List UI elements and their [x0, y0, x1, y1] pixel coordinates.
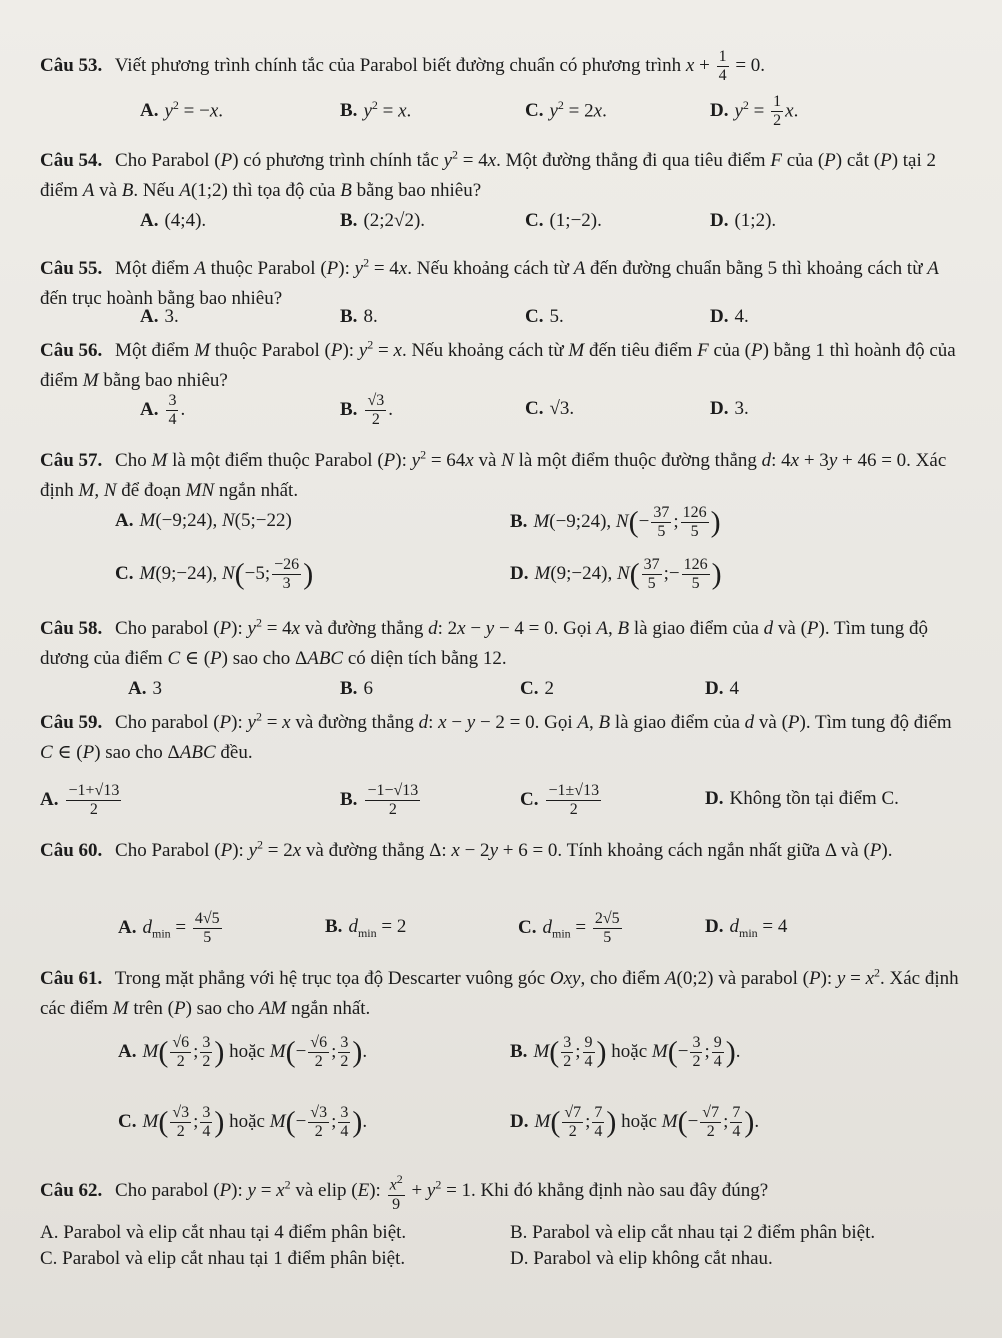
question-stem: Trong mặt phẳng với hệ trục tọa độ Descarter vuông góc Oxy, cho điểm A(0;2) và parabol (P): $y = x^2$. Xác định các điểm M trên (P) sao cho AM ngắn nhất.	[40, 966, 959, 1020]
option-c[interactable]: C. √3.	[525, 398, 575, 419]
option-b[interactable]: B. (2;2√2).	[340, 210, 426, 231]
option-c[interactable]: C. $y^2 = 2x$.	[525, 98, 607, 122]
option-d[interactable]: D. M( $\frac{√7}{2}$ ; $\frac{7}{4}$ ) hoặc M(− $\frac{√7}{2}$ ; $\frac{7}{4}$ ).	[510, 1104, 760, 1140]
option-d[interactable]: D. $y^2$ = $\frac{1}{2}$ x.	[710, 93, 799, 130]
option-b[interactable]: B. $\frac{√3}{2}$ .	[340, 392, 393, 428]
question-58	[40, 608, 960, 699]
question-number: Câu 61.	[40, 968, 103, 990]
question-55	[40, 248, 960, 327]
question-number: Câu 57.	[40, 450, 103, 472]
option-b[interactable]: B. Parabol và elip cắt nhau tại 2 điểm phân biệt.	[510, 1222, 876, 1243]
question-number: Câu 55.	[40, 258, 103, 280]
option-d[interactable]: D. (1;2).	[710, 210, 777, 231]
option-a[interactable]: A. 3.	[140, 306, 179, 327]
question-number: Câu 62.	[40, 1180, 103, 1202]
question-stem: Cho Parabol (P): $y^2 = 2x$ và đường thẳng Δ: x − 2y + 6 = 0. Tính khoảng cách ngắn nhất giữa Δ và (P).	[115, 838, 893, 862]
option-c[interactable]: C. (1;−2).	[525, 210, 602, 231]
option-d[interactable]: D. Không tồn tại điểm C.	[705, 788, 899, 809]
option-d[interactable]: D. 4.	[710, 306, 749, 327]
options-row	[40, 910, 960, 944]
question-number: Câu 53.	[40, 54, 103, 76]
option-d[interactable]: D. Parabol và elip không cắt nhau.	[510, 1248, 773, 1269]
options-row	[40, 88, 960, 130]
option-a[interactable]: A. 3	[128, 678, 162, 699]
options-row	[40, 300, 960, 334]
option-c[interactable]: C. $\frac{-1\pm√13}{2}$	[520, 782, 600, 818]
question-53	[40, 48, 960, 130]
option-c[interactable]: C. Parabol và elip cắt nhau tại 1 điểm phân biệt.	[40, 1248, 406, 1269]
question-stem: Cho parabol (P): $y = x^2$ và elip (E): $\frac{x^2}{9}$ + $y^2 = 1$. Khi đó khẳng định nào sau đây đúng?	[115, 1172, 769, 1213]
question-stem: Cho parabol (P): $y^2 = x$ và đường thẳng d: x − y − 2 = 0. Gọi A, B là giao điểm của d và (P). Tìm tung độ điểm C ∈ (P) sao cho ΔABC đều.	[40, 710, 952, 764]
question-stem: Một điểm A thuộc Parabol (P): $y^2 = 4x$. Nếu khoảng cách từ A đến đường chuẩn bằng 5 thì khoảng cách từ A đến trục hoành bằng bao nhiêu?	[40, 256, 939, 310]
option-c[interactable]: C. $d_{min}$ = $\frac{2√5}{5}$	[518, 910, 620, 946]
question-stem: Cho parabol (P): $y^2 = 4x$ và đường thẳng d: 2x − y − 4 = 0. Gọi A, B là giao điểm của d và (P). Tìm tung độ dương của điểm C ∈ (P) sao cho ΔABC có diện tích bằng 12.	[40, 616, 928, 670]
option-d[interactable]: D. 3.	[710, 398, 749, 419]
question-54	[40, 140, 960, 231]
option-d[interactable]: D. 4	[705, 678, 739, 699]
options-row	[40, 1034, 960, 1068]
option-a[interactable]: A. $y^2 = -x$.	[140, 98, 224, 122]
option-c[interactable]: C. 2	[520, 678, 554, 699]
question-56	[40, 330, 960, 428]
question-stem: Một điểm M thuộc Parabol (P): $y^2 = x$. Nếu khoảng cách từ M đến tiêu điểm F của (P) bằng 1 thì hoành độ của điểm M bằng bao nhiêu?	[40, 338, 956, 392]
option-b[interactable]: B. M(−9;24), N(− $\frac{37}{5}$ ; $\frac{126}{5}$ )	[510, 504, 721, 540]
question-57	[40, 440, 960, 592]
option-a[interactable]: A. M( $\frac{√6}{2}$ ; $\frac{3}{2}$ ) hoặc M(− $\frac{√6}{2}$ ; $\frac{3}{2}$ ).	[118, 1034, 368, 1070]
option-a[interactable]: A. Parabol và elip cắt nhau tại 4 điểm phân biệt.	[40, 1222, 407, 1243]
options-row	[40, 392, 960, 426]
question-stem: Cho Parabol (P) có phương trình chính tắc $y^2 = 4x$. Một đường thẳng đi qua tiêu điểm F của (P) cắt (P) tại 2 điểm A và B. Nếu A(1;2) thì tọa độ của B bằng bao nhiêu?	[40, 148, 937, 202]
question-number: Câu 60.	[40, 840, 103, 862]
options-row	[40, 782, 960, 816]
option-b[interactable]: B. $\frac{-1-√13}{2}$	[340, 782, 419, 818]
option-b[interactable]: B. 8.	[340, 306, 378, 327]
options-row	[40, 1104, 960, 1138]
option-a[interactable]: A. M(−9;24), N(5;−22)	[115, 510, 292, 531]
options-row	[40, 672, 960, 706]
question-number: Câu 56.	[40, 340, 103, 362]
option-c[interactable]: C. M( $\frac{√3}{2}$ ; $\frac{3}{4}$ ) hoặc M(− $\frac{√3}{2}$ ; $\frac{3}{4}$ ).	[118, 1104, 368, 1140]
option-a[interactable]: A. $d_{min}$ = $\frac{4√5}{5}$	[118, 910, 220, 946]
question-61	[40, 958, 960, 1140]
option-d[interactable]: D. $d_{min} = 4$	[705, 916, 788, 940]
option-b[interactable]: B. M( $\frac{3}{2}$ ; $\frac{9}{4}$ ) hoặc M(− $\frac{3}{2}$ ; $\frac{9}{4}$ ).	[510, 1034, 741, 1070]
option-c[interactable]: C. M(9;−24), N(−5; $\frac{-26}{3}$ )	[115, 556, 314, 592]
option-a[interactable]: A. (4;4).	[140, 210, 207, 231]
question-59	[40, 702, 960, 818]
options-row	[40, 1242, 960, 1276]
question-stem: Viết phương trình chính tắc của Parabol biết đường chuẩn có phương trình x + $\frac{1}{4}$ = 0.	[114, 48, 766, 84]
options-row	[40, 556, 960, 590]
option-b[interactable]: B. $y^2 = x$.	[340, 98, 412, 122]
options-row	[40, 504, 960, 538]
option-a[interactable]: A. $\frac{3}{4}$ .	[140, 392, 186, 428]
question-number: Câu 59.	[40, 712, 103, 734]
options-row	[40, 204, 960, 238]
question-stem: Cho M là một điểm thuộc Parabol (P): $y^2 = 64x$ và N là một điểm thuộc đường thẳng d: 4x + 3y + 46 = 0. Xác định M, N để đoạn MN ngắn nhất.	[40, 448, 947, 502]
option-d[interactable]: D. M(9;−24), N( $\frac{37}{5}$ ;− $\frac{126}{5}$ )	[510, 556, 722, 592]
option-a[interactable]: A. $\frac{-1+√13}{2}$	[40, 782, 120, 818]
option-c[interactable]: C. 5.	[525, 306, 564, 327]
question-62	[40, 1170, 960, 1269]
question-number: Câu 58.	[40, 618, 103, 640]
question-60	[40, 830, 960, 946]
option-b[interactable]: B. 6	[340, 678, 373, 699]
question-number: Câu 54.	[40, 150, 103, 172]
option-b[interactable]: B. $d_{min} = 2$	[325, 916, 407, 940]
